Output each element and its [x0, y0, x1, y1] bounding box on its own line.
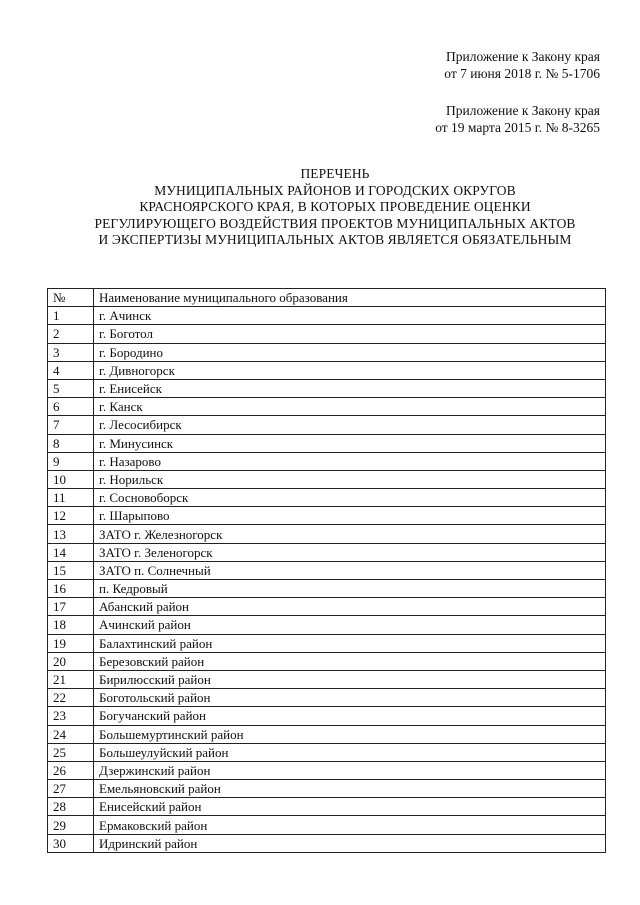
- row-number: 27: [48, 780, 94, 798]
- row-number: 26: [48, 761, 94, 779]
- row-number: 28: [48, 798, 94, 816]
- row-number: 3: [48, 343, 94, 361]
- row-number: 7: [48, 416, 94, 434]
- row-municipality-name: п. Кедровый: [94, 580, 606, 598]
- row-municipality-name: Енисейский район: [94, 798, 606, 816]
- row-number: 23: [48, 707, 94, 725]
- row-municipality-name: Боготольский район: [94, 689, 606, 707]
- table-row: [48, 561, 606, 579]
- header-name: Наименование муниципального образования: [94, 289, 606, 307]
- title-line: РЕГУЛИРУЮЩЕГО ВОЗДЕЙСТВИЯ ПРОЕКТОВ МУНИЦИПАЛЬНЫХ АКТОВ: [94, 215, 576, 231]
- row-municipality-name: г. Шарыпово: [94, 507, 606, 525]
- row-number: 13: [48, 525, 94, 543]
- row-municipality-name: Большеулуйский район: [94, 743, 606, 761]
- row-number: 20: [48, 652, 94, 670]
- document-title: [40, 166, 630, 249]
- table-row: [48, 616, 606, 634]
- title-line: И ЭКСПЕРТИЗЫ МУНИЦИПАЛЬНЫХ АКТОВ ЯВЛЯЕТСЯ ОБЯЗАТЕЛЬНЫМ: [98, 232, 572, 247]
- row-number: 29: [48, 816, 94, 834]
- row-municipality-name: г. Ачинск: [94, 307, 606, 325]
- row-municipality-name: Большемуртинский район: [94, 725, 606, 743]
- row-municipality-name: г. Норильск: [94, 470, 606, 488]
- row-number: 5: [48, 379, 94, 397]
- row-municipality-name: г. Назарово: [94, 452, 606, 470]
- municipalities-table: [47, 288, 606, 853]
- annex-note-2018: [444, 48, 600, 82]
- row-number: 25: [48, 743, 94, 761]
- table-row: [48, 689, 606, 707]
- table-body: [48, 307, 606, 853]
- row-number: 4: [48, 361, 94, 379]
- row-municipality-name: ЗАТО г. Зеленогорск: [94, 543, 606, 561]
- row-number: 21: [48, 670, 94, 688]
- table-row: [48, 398, 606, 416]
- table-row: [48, 543, 606, 561]
- table-row: [48, 725, 606, 743]
- table-row: [48, 434, 606, 452]
- annex-note-2018-line1: Приложение к Закону края: [445, 49, 600, 64]
- table-row: [48, 489, 606, 507]
- row-number: 18: [48, 616, 94, 634]
- table-row: [48, 580, 606, 598]
- row-number: 30: [48, 834, 94, 852]
- table-row: [48, 361, 606, 379]
- table-row: [48, 652, 606, 670]
- annex-note-2015-line2: от 19 марта 2015 г. № 8-3265: [435, 120, 600, 135]
- table-row: [48, 325, 606, 343]
- table-row: [48, 780, 606, 798]
- row-municipality-name: Абанский район: [94, 598, 606, 616]
- annex-note-2015-line1: Приложение к Закону края: [445, 103, 600, 118]
- row-municipality-name: Балахтинский район: [94, 634, 606, 652]
- row-municipality-name: г. Боготол: [94, 325, 606, 343]
- header-number: №: [48, 289, 94, 307]
- row-number: 14: [48, 543, 94, 561]
- title-line: ПЕРЕЧЕНЬ: [300, 166, 370, 181]
- table-header-row: [48, 289, 606, 307]
- row-number: 19: [48, 634, 94, 652]
- row-number: 8: [48, 434, 94, 452]
- row-number: 11: [48, 489, 94, 507]
- annex-note-2018-line2: от 7 июня 2018 г. № 5-1706: [444, 66, 600, 81]
- row-municipality-name: Богучанский район: [94, 707, 606, 725]
- row-municipality-name: Бирилюсский район: [94, 670, 606, 688]
- row-municipality-name: ЗАТО п. Солнечный: [94, 561, 606, 579]
- table-row: [48, 816, 606, 834]
- row-municipality-name: г. Канск: [94, 398, 606, 416]
- table-row: [48, 598, 606, 616]
- table-row: [48, 507, 606, 525]
- row-number: 16: [48, 580, 94, 598]
- table-row: [48, 416, 606, 434]
- row-number: 24: [48, 725, 94, 743]
- row-number: 17: [48, 598, 94, 616]
- row-number: 22: [48, 689, 94, 707]
- table-row: [48, 634, 606, 652]
- table-row: [48, 307, 606, 325]
- row-municipality-name: г. Бородино: [94, 343, 606, 361]
- row-municipality-name: Березовский район: [94, 652, 606, 670]
- table-row: [48, 798, 606, 816]
- row-number: 10: [48, 470, 94, 488]
- table-row: [48, 452, 606, 470]
- row-municipality-name: г. Енисейск: [94, 379, 606, 397]
- row-municipality-name: Ачинский район: [94, 616, 606, 634]
- row-number: 2: [48, 325, 94, 343]
- row-number: 9: [48, 452, 94, 470]
- row-municipality-name: Дзержинский район: [94, 761, 606, 779]
- table-row: [48, 761, 606, 779]
- annex-note-2015: [435, 102, 600, 136]
- table-row: [48, 379, 606, 397]
- table-row: [48, 707, 606, 725]
- table-row: [48, 670, 606, 688]
- row-number: 6: [48, 398, 94, 416]
- row-municipality-name: г. Дивногорск: [94, 361, 606, 379]
- row-number: 1: [48, 307, 94, 325]
- row-municipality-name: г. Лесосибирск: [94, 416, 606, 434]
- table-row: [48, 470, 606, 488]
- table-row: [48, 343, 606, 361]
- row-number: 12: [48, 507, 94, 525]
- table-row: [48, 525, 606, 543]
- row-municipality-name: ЗАТО г. Железногорск: [94, 525, 606, 543]
- table-row: [48, 743, 606, 761]
- row-municipality-name: Ермаковский район: [94, 816, 606, 834]
- row-municipality-name: Идринский район: [94, 834, 606, 852]
- row-number: 15: [48, 561, 94, 579]
- row-municipality-name: г. Сосновоборск: [94, 489, 606, 507]
- title-line: МУНИЦИПАЛЬНЫХ РАЙОНОВ И ГОРОДСКИХ ОКРУГОВ: [154, 182, 516, 198]
- row-municipality-name: Емельяновский район: [94, 780, 606, 798]
- table-row: [48, 834, 606, 852]
- row-municipality-name: г. Минусинск: [94, 434, 606, 452]
- title-line: КРАСНОЯРСКОГО КРАЯ, В КОТОРЫХ ПРОВЕДЕНИЕ ОЦЕНКИ: [139, 199, 531, 214]
